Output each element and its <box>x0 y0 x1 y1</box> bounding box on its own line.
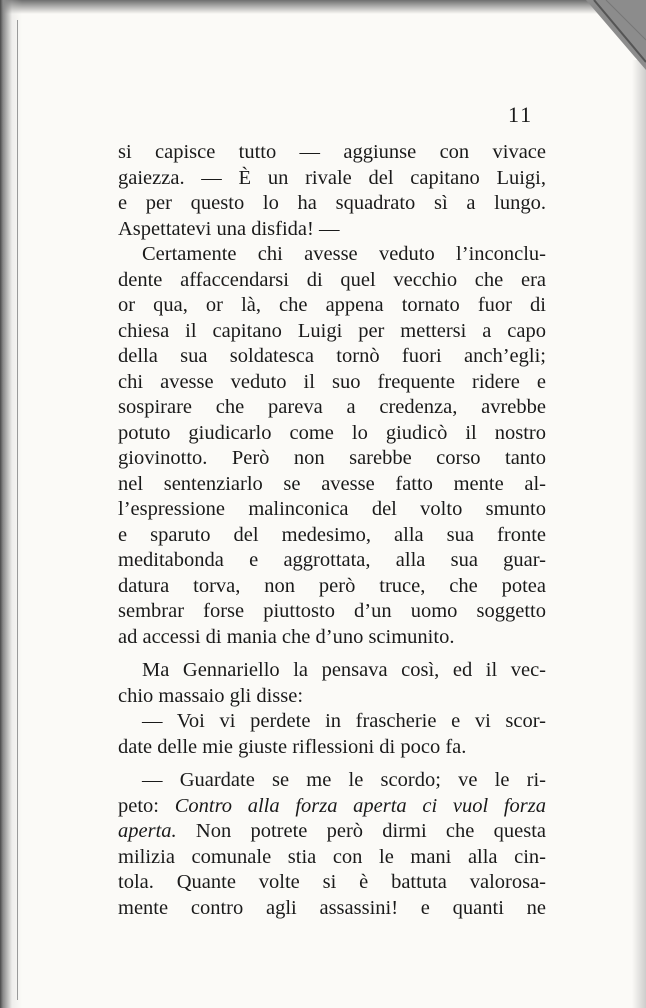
text-line: sembrar forse piuttosto d’un uomo soggetto <box>118 600 546 622</box>
page-left-edge-line <box>17 20 18 1000</box>
text-fragment: peto: <box>118 794 159 817</box>
text-line: chiesa il capitano Luigi per mettersi a capo <box>118 319 546 342</box>
text-line: giovinotto. Però non sarebbe corso tanto <box>118 447 546 469</box>
text-line: l’espressione malinconica del volto smunto <box>118 498 546 520</box>
text-line: e sparuto del medesimo, alla sua fronte <box>118 523 546 546</box>
text-line: gaiezza. — È un rivale del capitano Luigi, <box>118 166 546 189</box>
text-line: della sua soldatesca tornò fuori anch’egli; <box>118 345 546 367</box>
text-line: or qua, or là, che appena tornato fuor di <box>118 294 546 316</box>
text-line: Certamente chi avesse veduto l’inconclu- <box>142 243 546 265</box>
text-line: chi avesse veduto il suo frequente ridere e <box>118 370 546 393</box>
text-line: — Guardate se me le scordo; ve le ri- <box>142 769 546 791</box>
text-line: e per questo lo ha squadrato sì a lungo. <box>118 192 546 214</box>
page-number: 11 <box>508 102 534 127</box>
text-line: sospirare che pareva a credenza, avrebbe <box>118 396 546 418</box>
page-left-binding-shadow <box>0 0 22 1008</box>
text-line: nel sentenziarlo se avesse fatto mente al- <box>118 472 546 495</box>
text-line: potuto giudicarlo come lo giudicò il nostro <box>118 421 546 444</box>
italic-quote: Contro alla forza aperta ci vuol forza <box>174 794 547 817</box>
text-line: Aspettatevi una disfida! — <box>118 217 340 240</box>
page-right-edge-shadow <box>632 60 646 1008</box>
text-line: ad accessi di mania che d’uno scimunito. <box>118 625 455 648</box>
text-line: chio massaio gli disse: <box>118 684 304 707</box>
body-text <box>118 140 546 921</box>
text-line: datura torva, non però truce, che potea <box>118 574 546 597</box>
text-line: tola. Quante volte si è battuta valorosa- <box>118 871 546 893</box>
text-line: Ma Gennariello la pensava così, ed il vec- <box>142 659 546 681</box>
text-line: si capisce tutto — aggiunse con vivace <box>118 141 546 163</box>
text-line: meditabonda e aggrottata, alla sua guar- <box>118 549 546 571</box>
text-line: date delle mie giuste riflessioni di poco fa. <box>118 735 467 758</box>
text-line-mixed <box>118 794 546 820</box>
italic-quote-end: aperta. <box>118 820 177 842</box>
text-line: mente contro agli assassini! e quanti ne <box>118 896 546 919</box>
page-top-edge <box>0 0 646 14</box>
text-fragment: Non potrete però dirmi che questa <box>195 820 546 842</box>
text-line: milizia comunale stia con le mani alla cin- <box>118 845 546 868</box>
corner-fold-icon <box>586 0 646 70</box>
text-line-mixed <box>118 819 546 845</box>
text-line: — Voi vi perdete in frascherie e vi scor- <box>142 710 546 732</box>
text-line: dente affaccendarsi di quel vecchio che era <box>118 268 546 291</box>
